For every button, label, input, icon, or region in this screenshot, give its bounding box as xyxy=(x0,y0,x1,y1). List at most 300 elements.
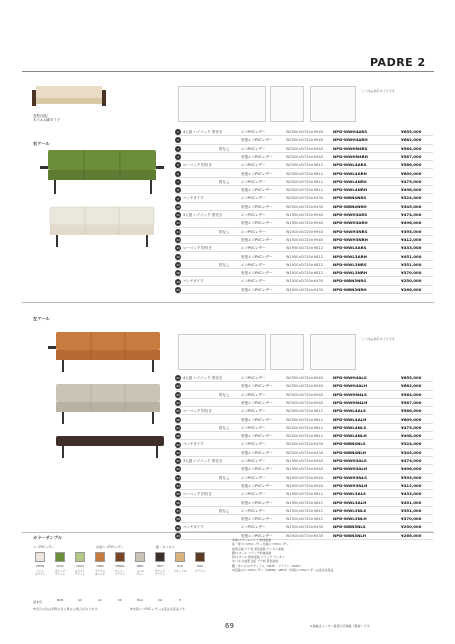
row-code: NPD-WBN3NRH xyxy=(333,286,367,292)
table-row xyxy=(175,161,433,169)
table-row xyxy=(175,465,433,473)
row-type: ベンチタイプ xyxy=(183,196,204,201)
row-price: ¥412,000 xyxy=(401,482,422,488)
row-arm: 肘なし xyxy=(219,146,230,151)
row-code: NPD-WWL4ALS xyxy=(333,408,366,414)
row-number: 17 xyxy=(176,262,180,267)
row-size: W2550×D720×H940 xyxy=(286,138,323,143)
row-price: ¥498,000 xyxy=(401,433,422,439)
row-price: ¥682,000 xyxy=(401,383,422,389)
row-size: W1950×D720×H940 xyxy=(286,459,323,463)
table-row xyxy=(175,145,433,153)
row-type: ベンチタイプ xyxy=(183,279,204,284)
row-number: 13 xyxy=(176,229,180,234)
color-swatch xyxy=(155,552,165,562)
row-number: 6 xyxy=(175,171,181,177)
row-number: 14 xyxy=(176,238,180,243)
row-size: W2550×D720×H940 xyxy=(286,130,323,134)
row-number: 23 xyxy=(176,392,180,397)
row-type: ローバック 肘付き xyxy=(183,163,212,168)
row-number: 36 xyxy=(176,500,180,505)
sofa-photo-gray xyxy=(46,382,176,430)
color-swatch xyxy=(75,552,85,562)
table-row xyxy=(175,244,433,252)
color-swatch xyxy=(35,552,45,562)
swatch-code: VBPA xyxy=(136,565,144,568)
row-price: ¥370,000 xyxy=(401,516,422,522)
row-code: NPD-WWL3ALS xyxy=(333,491,366,497)
row-number: 27 xyxy=(176,425,180,430)
row-number: 33 xyxy=(176,475,180,480)
row-number: 24 xyxy=(176,401,180,406)
row-number: 19 xyxy=(176,279,180,284)
row-material: 布張エコPVCレザー xyxy=(241,171,273,176)
row-price: ¥266,000 xyxy=(401,532,422,538)
dimension-drawing-3seat-left xyxy=(270,334,304,370)
row-material: 布張エコPVCレザー xyxy=(241,483,273,488)
color-group-fabric: 布張エコPVCレザー xyxy=(96,545,124,549)
row-material: エコPVCレザー xyxy=(241,409,266,414)
legend-line: 本体/スチールパイプ 粉体塗装 xyxy=(232,538,272,542)
row-number: 9 xyxy=(175,196,181,202)
row-code: NPD-WWL3NLH xyxy=(333,516,367,522)
page-title: PADRE 2 xyxy=(370,56,426,69)
row-size: W1950×D720×H940 xyxy=(286,467,323,472)
color-group-pvc: エコPVCレザー xyxy=(33,545,55,549)
row-material: 布張エコPVCレザー xyxy=(241,467,273,472)
row-code: NPD-WWH4ARH xyxy=(333,137,368,143)
row-material: 布張エコPVCレザー xyxy=(241,254,273,259)
row-size: W2550×D720×H940 xyxy=(286,384,323,389)
row-price: ¥498,000 xyxy=(401,187,422,193)
color-swatch xyxy=(135,552,145,562)
row-size: W2550×D720×H812 xyxy=(286,171,323,176)
base-color-code: MAA xyxy=(137,599,143,602)
legend-line: ※座面はエコPVCレザー（VZMW・VBYH）/布張エコPVCレザーは受注生産品 xyxy=(232,568,334,573)
row-material: エコPVCレザー xyxy=(241,279,266,284)
row-price: ¥655,000 xyxy=(401,375,422,380)
row-number: 21 xyxy=(176,376,180,381)
row-code: NPD-WWHN4RS xyxy=(333,145,368,151)
row-number: 25 xyxy=(176,409,180,414)
swatch-name: ブラウン オレンジ xyxy=(94,570,106,577)
table-row xyxy=(175,178,433,186)
row-arm: 肘なし xyxy=(219,475,230,480)
row-size: W2550×D720×H812 xyxy=(286,417,323,422)
sofa-photo-orange xyxy=(46,330,176,380)
swatch-code: VBYH xyxy=(156,565,164,568)
table-row xyxy=(175,482,433,490)
row-size: W2520×D720×H430 xyxy=(286,450,323,455)
row-material: エコPVCレザー xyxy=(241,392,266,397)
color-note-2: ※布張エコPVCレザーは受注生産品です。 xyxy=(130,607,188,611)
row-size: W2520×D720×H430 xyxy=(286,204,323,209)
row-size: W1920×D720×H812 xyxy=(286,271,323,276)
table-row xyxy=(175,194,433,202)
row-code: NPD-WWH3ALS xyxy=(333,458,367,463)
row-price: ¥266,000 xyxy=(401,286,422,292)
row-code: NPD-WWL4NRH xyxy=(333,187,368,193)
swatch-code: VZGS xyxy=(56,565,64,568)
row-price: ¥345,000 xyxy=(401,449,422,455)
table-row xyxy=(175,440,433,448)
row-size: W1920×D720×H430 xyxy=(286,279,323,284)
swatch-name: チェリー ブラウン xyxy=(114,570,126,577)
table-row xyxy=(175,507,433,515)
table-row xyxy=(175,153,433,161)
row-price: ¥475,000 xyxy=(401,178,422,184)
row-type: 4人掛 ハイバック 肘付き xyxy=(183,376,223,380)
row-code: NPD-WWL3ARS xyxy=(333,245,367,251)
row-number: 22 xyxy=(176,384,180,389)
color-swatch xyxy=(95,552,105,562)
row-code: NPD-WWHN4LH xyxy=(333,399,368,405)
row-material: エコPVCレザー xyxy=(241,163,266,168)
row-arm: 肘なし xyxy=(219,229,230,234)
table-row xyxy=(175,203,433,211)
row-material: エコPVCレザー xyxy=(241,508,266,513)
row-code: NPD-WBN3NRS xyxy=(333,278,367,284)
table-row xyxy=(175,269,433,277)
swatch-name: ファム ホワイト xyxy=(34,570,46,577)
row-material: エコPVCレザー xyxy=(241,459,266,463)
row-size: W2520×D720×H430 xyxy=(286,196,323,201)
swatch-code: VZGH xyxy=(76,565,84,568)
swatch-code: WZG xyxy=(196,565,204,568)
row-price: ¥564,000 xyxy=(401,391,422,397)
table-row xyxy=(175,186,433,194)
row-arm: 肘なし xyxy=(219,425,230,430)
row-code: NPD-WWL3NRS xyxy=(333,261,367,267)
row-code: NPD-WWL3ARH xyxy=(333,253,367,259)
row-type: ローバック 肘付き xyxy=(183,246,212,251)
row-price: ¥451,000 xyxy=(401,499,422,505)
row-code: NPD-WBN4NRH xyxy=(333,203,367,209)
base-color-label: 基本色 xyxy=(33,600,43,604)
row-material: エコPVCレザー xyxy=(241,213,266,217)
row-size: W1920×D720×H940 xyxy=(286,229,323,234)
row-type: 3人掛 ハイバック 肘付き xyxy=(183,459,223,463)
swatch-name: ダウンド ブラウン xyxy=(154,570,166,577)
sofa-photo-green xyxy=(40,148,170,200)
row-number: 29 xyxy=(176,442,180,447)
row-number: 35 xyxy=(176,492,180,497)
row-price: ¥609,000 xyxy=(401,416,422,422)
row-material: 布張エコPVCレザー xyxy=(241,434,273,439)
row-code: NPD-WWL3NRH xyxy=(333,270,368,276)
row-size: W2550×D720×H940 xyxy=(286,376,323,380)
row-code: NPD-WWL4ARS xyxy=(333,162,367,168)
row-price: ¥351,000 xyxy=(401,261,422,267)
row-material: 布張エコPVCレザー xyxy=(241,237,273,242)
table-row xyxy=(175,277,433,285)
row-number: 1 xyxy=(175,129,181,135)
left-arm-label: 左アール xyxy=(33,316,50,321)
row-price: ¥324,000 xyxy=(401,195,422,201)
table-row xyxy=(175,457,433,465)
row-material: 布張エコPVCレザー xyxy=(241,517,273,522)
table-row xyxy=(175,399,433,407)
row-arm: 肘なし xyxy=(219,392,230,397)
table-row xyxy=(175,523,433,531)
row-code: NPD-WWH3NLH xyxy=(333,482,368,488)
row-material: 布張エコPVCレザー xyxy=(241,533,273,538)
row-price: ¥433,000 xyxy=(401,245,422,251)
row-size: W2520×D720×H940 xyxy=(286,154,323,159)
row-price: ¥475,000 xyxy=(401,424,422,430)
row-code: NPD-WWL4ALH xyxy=(333,416,367,422)
row-price: ¥564,000 xyxy=(401,145,422,151)
row-number: 28 xyxy=(176,434,180,439)
row-size: W1950×D720×H940 xyxy=(286,221,323,226)
table-row xyxy=(175,515,433,523)
base-color-code: H xyxy=(179,599,181,602)
table-row xyxy=(175,424,433,432)
table-row xyxy=(175,286,433,294)
row-material: 布張エコPVCレザー xyxy=(241,271,273,276)
row-size: W2520×D720×H430 xyxy=(286,442,323,447)
row-size: W1950×D720×H812 xyxy=(286,246,323,251)
row-number: 2 xyxy=(175,137,181,143)
swatch-code: VZMW xyxy=(35,565,45,568)
row-material: エコPVCレザー xyxy=(241,130,266,134)
base-color-code: G6 xyxy=(78,599,82,602)
row-type: ベンチタイプ xyxy=(183,525,204,530)
row-size: W1920×D720×H430 xyxy=(286,533,323,538)
row-number: 5 xyxy=(175,162,181,168)
row-price: ¥345,000 xyxy=(401,203,422,209)
row-number: 38 xyxy=(176,517,180,522)
table-row xyxy=(175,499,433,507)
row-price: ¥250,000 xyxy=(401,524,422,530)
color-swatch xyxy=(195,552,205,562)
row-price: ¥370,000 xyxy=(401,270,422,276)
row-type: ローバック 肘付き xyxy=(183,492,212,497)
row-arm: 肘なし xyxy=(219,262,230,267)
row-code: NPD-WWL3NLS xyxy=(333,507,367,513)
swatch-name: パール グレー xyxy=(136,570,144,577)
row-code: NPD-WWHN4LS xyxy=(333,391,367,397)
row-price: ¥351,000 xyxy=(401,507,422,513)
row-number: 3 xyxy=(175,146,181,152)
table-row xyxy=(175,391,433,399)
table-row xyxy=(175,211,433,219)
bottom-note: （ ）内は対応タイプです xyxy=(360,337,395,341)
row-size: W2520×D720×H812 xyxy=(286,179,323,184)
page-number: 69 xyxy=(225,622,234,630)
row-number: 31 xyxy=(176,459,180,464)
row-material: エコPVCレザー xyxy=(241,442,266,447)
base-color-code: AW xyxy=(157,599,163,602)
row-material: エコPVCレザー xyxy=(241,525,266,530)
section-divider xyxy=(22,302,434,303)
row-code: NPD-WWL4NRS xyxy=(333,178,367,184)
row-material: 布張エコPVCレザー xyxy=(241,417,273,422)
row-code: NPD-WWH3ALH xyxy=(333,466,368,472)
row-number: 15 xyxy=(176,246,180,251)
row-code: NPD-WWH3NRH xyxy=(333,236,368,242)
legend-line: 脚・木パネル/ナチュラル（WLH） ブラウン（WZG） xyxy=(232,563,303,568)
table-row xyxy=(175,136,433,144)
row-material: 布張エコPVCレザー xyxy=(241,188,273,193)
row-code: NPD-WWL4ARH xyxy=(333,170,367,176)
swatch-name: オリーブ グリーン xyxy=(54,570,66,577)
table-row xyxy=(175,407,433,415)
sofa-photo-dark-bench xyxy=(46,430,176,470)
dimension-drawing-4seat-left xyxy=(178,334,266,370)
row-price: ¥395,000 xyxy=(401,228,422,234)
table-row xyxy=(175,432,433,440)
row-arm: 肘なし xyxy=(219,508,230,513)
row-number: 34 xyxy=(176,484,180,489)
row-material: 布張エコPVCレザー xyxy=(241,287,273,292)
table-row xyxy=(175,170,433,178)
swatch-code: VZBD xyxy=(96,565,104,568)
row-number: 18 xyxy=(176,271,180,276)
row-code: NPD-WWH4ALS xyxy=(333,375,367,380)
table-row xyxy=(175,416,433,424)
row-code: NPD-WBN4NRS xyxy=(333,195,367,201)
row-material: エコPVCレザー xyxy=(241,425,266,430)
row-code: NPD-WWH3ARS xyxy=(333,212,368,217)
table-row xyxy=(175,228,433,236)
table-row xyxy=(175,128,433,136)
row-number: 12 xyxy=(176,221,180,226)
row-code: NPD-WBN3NLS xyxy=(333,524,366,530)
row-material: 布張エコPVCレザー xyxy=(241,384,273,389)
row-arm: 肘なし xyxy=(219,179,230,184)
wood-type-label: 成型合板/ 木パネル脚タイプ xyxy=(33,114,60,123)
legend-line: 脚/スチール ブラック粉体塗装 xyxy=(232,550,272,555)
row-code: NPD-WBN4NLS xyxy=(333,441,366,447)
row-size: W2520×D720×H812 xyxy=(286,434,323,439)
row-number: 7 xyxy=(175,179,181,185)
dimension-drawing-4seat xyxy=(178,86,266,122)
row-price: ¥609,000 xyxy=(401,170,422,176)
row-size: W2520×D720×H940 xyxy=(286,392,323,397)
row-size: W1920×D720×H430 xyxy=(286,525,323,530)
table-row xyxy=(175,474,433,482)
right-arm-label: 右アール xyxy=(33,141,50,146)
table-row xyxy=(175,261,433,269)
row-number: 4 xyxy=(175,154,181,160)
legend-line: 成型合板/ブナ材 着色塗装 ウレタン塗装 xyxy=(232,546,284,551)
table-row xyxy=(175,374,433,382)
row-price: ¥395,000 xyxy=(401,474,422,480)
color-note-1: ※表示の色は実際の色と異なる場合があります。 xyxy=(33,607,101,611)
base-color-code: G1 xyxy=(98,599,102,602)
row-number: 30 xyxy=(176,450,180,455)
base-color-code: RD xyxy=(118,599,122,602)
swatch-name: ホワイト グリーン xyxy=(74,570,86,577)
color-group-wood: 脚・木パネル xyxy=(156,545,175,549)
legend-line: 肘/スチール 粉体塗装 ブラック ウレタン xyxy=(232,555,285,560)
row-material: エコPVCレザー xyxy=(241,262,266,267)
row-material: 布張エコPVCレザー xyxy=(241,450,273,455)
row-price: ¥587,000 xyxy=(401,153,422,159)
row-size: W2550×D720×H812 xyxy=(286,409,323,414)
row-size: W2520×D720×H812 xyxy=(286,188,323,193)
row-price: ¥474,000 xyxy=(401,458,422,463)
row-type: ローバック 肘付き xyxy=(183,409,212,414)
row-size: W1950×D720×H940 xyxy=(286,213,323,217)
row-number: 8 xyxy=(175,187,181,193)
table-row xyxy=(175,449,433,457)
row-code: NPD-WWH3NRS xyxy=(333,228,368,234)
dimension-drawing-side xyxy=(310,86,356,122)
row-price: ¥324,000 xyxy=(401,441,422,447)
row-type: 4人掛 ハイバック 肘付き xyxy=(183,130,223,134)
row-material: エコPVCレザー xyxy=(241,246,266,251)
row-material: 布張エコPVCレザー xyxy=(241,400,273,405)
section-divider-2 xyxy=(22,532,434,533)
row-code: NPD-WWH4ALH xyxy=(333,383,368,389)
color-sample-title: カラーサンプル xyxy=(33,535,62,540)
row-price: ¥496,000 xyxy=(401,220,422,226)
row-number: 16 xyxy=(176,254,180,259)
table-row xyxy=(175,253,433,261)
row-number: 32 xyxy=(176,467,180,472)
row-number: 40 xyxy=(176,533,180,538)
table-row xyxy=(175,236,433,244)
row-price: ¥682,000 xyxy=(401,137,422,143)
row-material: エコPVCレザー xyxy=(241,146,266,151)
row-material: 布張エコPVCレザー xyxy=(241,154,273,159)
row-material: エコPVCレザー xyxy=(241,376,266,380)
row-material: 布張エコPVCレザー xyxy=(241,138,273,143)
row-size: W2520×D720×H940 xyxy=(286,400,323,405)
row-price: ¥451,000 xyxy=(401,253,422,259)
dimension-drawing-3seat xyxy=(270,86,304,122)
row-code: NPD-WBN4NLH xyxy=(333,449,367,455)
footer-note: ※価格はメーカー希望小売価格（税抜）です。 xyxy=(310,624,373,628)
swatch-code: VBMRA xyxy=(115,565,125,568)
swatch-name: ブラウン xyxy=(194,570,206,573)
row-code: NPD-WWH3ARH xyxy=(333,220,368,226)
table-row xyxy=(175,490,433,498)
base-color-code: MAN xyxy=(57,599,63,602)
color-swatch xyxy=(175,552,185,562)
row-code: NPD-WWH3NLS xyxy=(333,474,367,480)
row-price: ¥474,000 xyxy=(401,212,422,217)
row-code: NPD-WWL4NLH xyxy=(333,433,367,439)
row-number: 10 xyxy=(176,204,180,209)
row-size: W2550×D720×H812 xyxy=(286,163,323,168)
row-size: W1920×D720×H812 xyxy=(286,517,323,522)
row-price: ¥587,000 xyxy=(401,399,422,405)
row-material: エコPVCレザー xyxy=(241,179,266,184)
row-price: ¥586,000 xyxy=(401,408,422,414)
row-size: W1920×D720×H812 xyxy=(286,508,323,513)
table-row xyxy=(175,219,433,227)
row-material: エコPVCレザー xyxy=(241,229,266,234)
row-code: NPD-WBN3NLH xyxy=(333,532,367,538)
row-size: W2520×D720×H940 xyxy=(286,146,323,151)
row-material: エコPVCレザー xyxy=(241,492,266,497)
color-swatch xyxy=(115,552,125,562)
table-row xyxy=(175,382,433,390)
row-size: W1950×D720×H812 xyxy=(286,500,323,505)
row-material: エコPVCレザー xyxy=(241,196,266,201)
row-material: 布張エコPVCレザー xyxy=(241,500,273,505)
row-price: ¥496,000 xyxy=(401,466,422,472)
row-material: 布張エコPVCレザー xyxy=(241,221,273,226)
row-size: W1950×D720×H812 xyxy=(286,254,323,259)
legend-line: 座・背/エコPVCレザー 布張エコPVCレザー xyxy=(232,542,289,547)
row-price: ¥586,000 xyxy=(401,162,422,168)
row-size: W2520×D720×H812 xyxy=(286,425,323,430)
row-number: 37 xyxy=(176,508,180,513)
